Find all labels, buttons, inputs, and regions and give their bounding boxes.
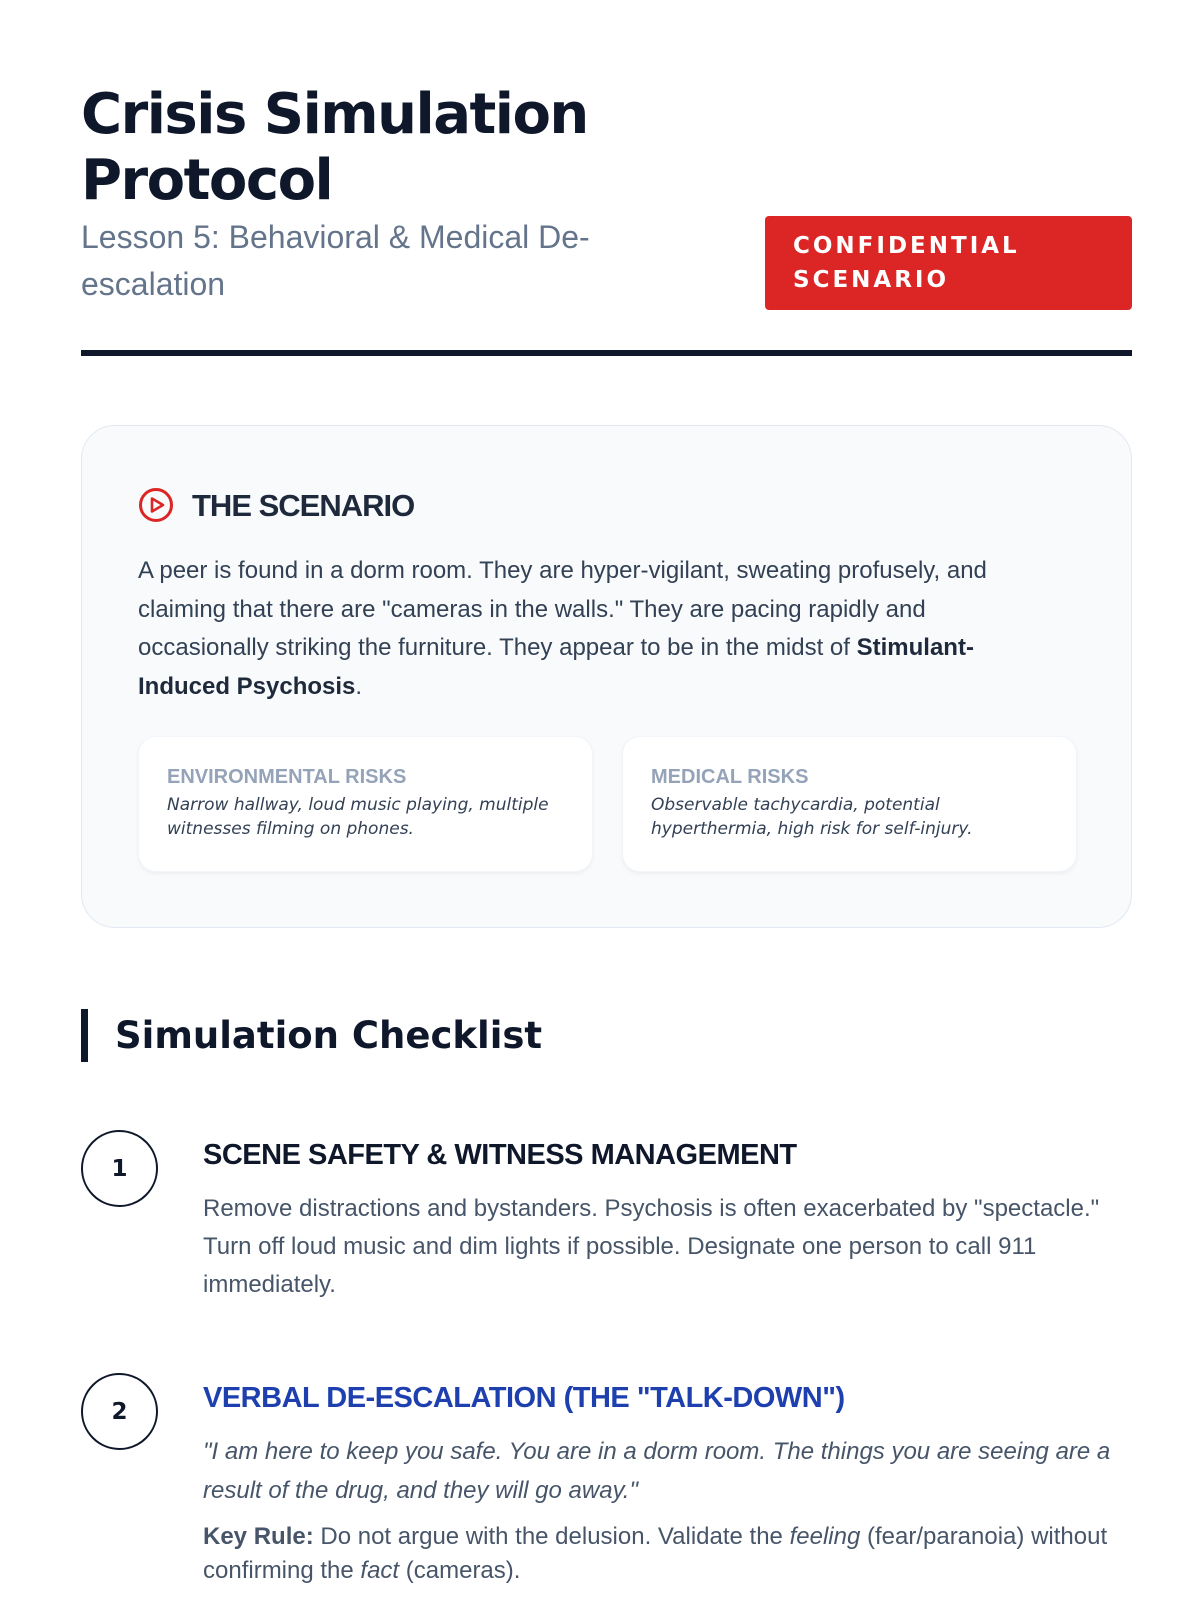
key-rule-emphasis: feeling [789, 1523, 861, 1550]
play-circle-icon [138, 487, 174, 523]
page-title: Crisis Simulation Protocol [81, 82, 588, 213]
lesson-subtitle: Lesson 5: Behavioral & Medical De-escalation [81, 219, 590, 302]
step-title: SCENE SAFETY & WITNESS MANAGEMENT [203, 1139, 797, 1171]
step-key-rule [203, 1520, 1143, 1588]
badge-line-2: SCENARIO [793, 267, 950, 293]
step-number-badge: 2 [81, 1373, 158, 1450]
environmental-risks-card [138, 736, 593, 872]
key-rule-emphasis: fact [360, 1557, 400, 1584]
key-rule-text: (cameras). [399, 1557, 521, 1584]
step-number-badge: 1 [81, 1130, 158, 1207]
step-description: Remove distractions and bystanders. Psychosis is often exacerbated by "spectacle." Turn off loud music and dim lights if possible. Designate one person to call 911 immediately. [203, 1195, 1100, 1298]
key-rule-text: (fear/paranoia) without confirming the [203, 1523, 1108, 1584]
medical-risks-card [622, 736, 1077, 872]
section-accent-bar [81, 1009, 88, 1062]
key-rule-text: Do not argue with the delusion. Validate the [313, 1523, 790, 1550]
confidential-badge [765, 216, 1132, 310]
step-script-quote: "I am here to keep you safe. You are in a dorm room. The things you are seeing are a result of the drug, and they will go away." [203, 1438, 1111, 1504]
scenario-description [138, 552, 1058, 706]
risk-text: Narrow hallway, loud music playing, multiple witnesses filming on phones. [167, 795, 549, 839]
header-divider [81, 350, 1132, 356]
risk-label: MEDICAL RISKS [651, 766, 809, 788]
scenario-heading: THE SCENARIO [192, 488, 415, 523]
key-rule-label: Key Rule: [203, 1523, 314, 1550]
scenario-diagnosis: Stimulant-Induced Psychosis [138, 634, 974, 700]
scenario-text-end: . [355, 672, 363, 700]
checklist-title: Simulation Checklist [115, 1014, 543, 1057]
scenario-card [81, 425, 1132, 928]
risk-text: Observable tachycardia, potential hyperthermia, high risk for self-injury. [651, 795, 973, 839]
step-title: VERBAL DE-ESCALATION (THE "TALK-DOWN") [203, 1382, 845, 1414]
risk-label: ENVIRONMENTAL RISKS [167, 766, 407, 788]
badge-line-1: CONFIDENTIAL [793, 233, 1020, 259]
scenario-text-intro: A peer is found in a dorm room. They are hyper-vigilant, sweating profusely, and claiming that there are "cameras in the walls." They are pacing rapidly and occasionally striking the furniture. They appear to be in the midst of [138, 557, 987, 661]
